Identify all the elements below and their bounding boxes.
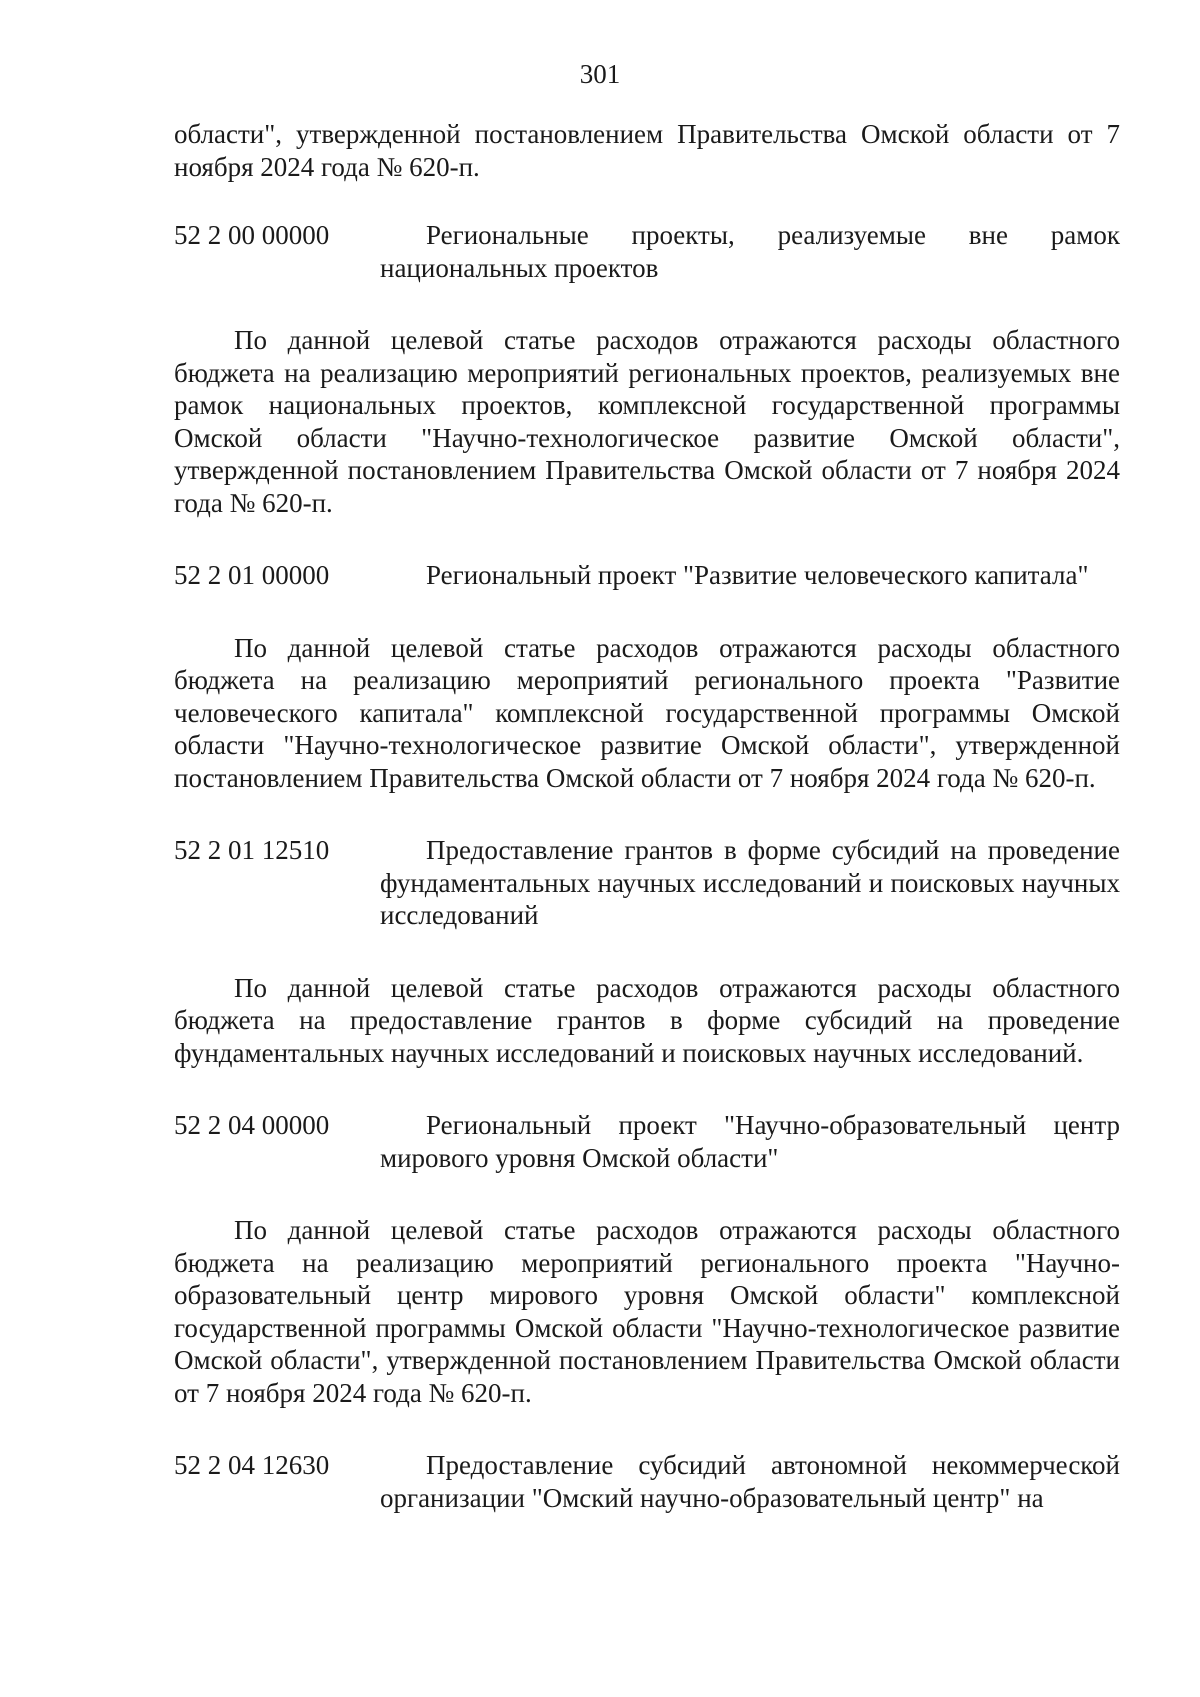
budget-entry [174,1449,1120,1514]
budget-entry-title: Предоставление грантов в форме субсидий на проведение фундаментальных научных исследований и поисковых научных исследований [380,835,1120,930]
budget-entry [174,559,1120,592]
budget-entry-description: По данной целевой статье расходов отражаются расходы областного бюджета на реализацию мероприятий регионального проекта "Научно-образовательный центр мирового уровня Омской области" комплексной государственной программы Омской области "Научно-технологическое развитие Омской области", утвержденной постановлением Правительства Омской области от 7 ноября 2024 года № 620-п. [174,1215,1120,1408]
budget-entry-title: Региональные проекты, реализуемые вне рамок национальных проектов [380,220,1120,283]
budget-code: 52 2 00 00000 [174,220,330,250]
budget-entry [174,1109,1120,1174]
document-body [174,118,1120,1514]
budget-code: 52 2 04 12630 [174,1450,330,1480]
budget-entry [174,219,1120,284]
budget-entry-title: Региональный проект "Научно-образовательный центр мирового уровня Омской области" [380,1110,1120,1173]
budget-entry [174,834,1120,932]
budget-entry-title: Региональный проект "Развитие человеческого капитала" [426,560,1089,590]
budget-entry-description: По данной целевой статье расходов отражаются расходы областного бюджета на реализацию мероприятий региональных проектов, реализуемых вне рамок национальных проектов, комплексной государственной программы Омской области "Научно-технологическое развитие Омской области", утвержденной постановлением Правительства Омской области от 7 ноября 2024 года № 620-п. [174,325,1120,518]
budget-code: 52 2 01 12510 [174,835,330,865]
budget-code: 52 2 01 00000 [174,560,330,590]
intro-paragraph: области", утвержденной постановлением Правительства Омской области от 7 ноября 2024 года № 620-п. [174,119,1120,182]
page-number: 301 [579,59,621,89]
budget-entry-description: По данной целевой статье расходов отражаются расходы областного бюджета на реализацию мероприятий регионального проекта "Развитие человеческого капитала" комплексной государственной программы Омской области "Научно-технологическое развитие Омской области", утвержденной постановлением Правительства Омской области от 7 ноября 2024 года № 620-п. [174,632,1120,793]
budget-entry-description: По данной целевой статье расходов отражаются расходы областного бюджета на предоставление грантов в форме субсидий на проведение фундаментальных научных исследований и поисковых научных исследований. [174,972,1120,1068]
budget-entry-title: Предоставление субсидий автономной некоммерческой организации "Омский научно-образовательный центр" на [380,1450,1120,1513]
budget-code: 52 2 04 00000 [174,1110,330,1140]
